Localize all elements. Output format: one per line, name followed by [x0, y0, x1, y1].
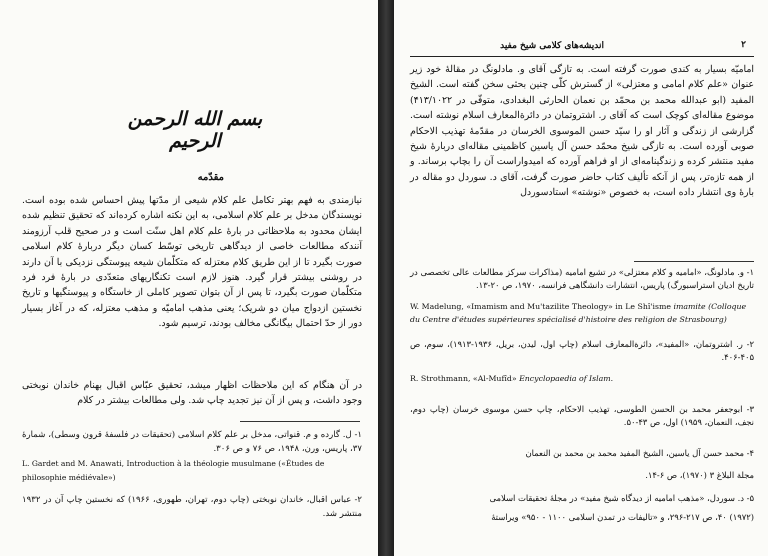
footnote-1: ۱- ل. گارده و م. قنواتی، مدخل بر علم کلام اسلامی (تحقیقات در فلسفهٔ قرون وسطی)، شمارهٔ ۳۷، پاریس، ورن، ۱۹۴۸، ص ۷۶ و ص ۳۰۶. — [22, 430, 362, 454]
intro-paragraph-1: نیازمندی به فهم بهتر تکامل علم کلام شیعی از مدّتها پیش احساس شده بوده است. نویسندگان مدخل بر علم کلام اسلامی، به این نکته اشاره کرده‌اند که تحقیق تنظیم شده ایشان محدود به ملاحظاتی در بارهٔ علم کلام اهل سنّت است و در صحیح قلب آرزومند آنندکه مطالعات خاصی از دیدگاهی تاریخی توسّط کسان دیگر دربارهٔ کلام اسلامی صورت بگیرد تا از این طریق کلام معتزله که متکلّمان شیعه پیوستگی نزدیکی با آن دارند در روشنی بیشتر قرار گیرد. هنوز لازم است تکنگاریهای متعدّدی در بارهٔ فرد فرد متکلّمان صورت بگیرد، تا پس از آن بتوان تصویر کاملی از خاستگاه و پیوستگیها و تاریخ نخستین ازدواج میان دو شریک؛ یعنی مذهب امامیّه و مذهب معتزله، که در آغاز بسیار دور از حدّ احتمال بیگانگی مخالف بودند، ترسیم شود. — [22, 195, 362, 330]
footnote-rule — [634, 261, 754, 262]
page-number: ۲ — [741, 40, 746, 50]
footnote-5: ۵- د. سوردل، «مذهب امامیه از دیدگاه شیخ مفید» در مجلهٔ تحقیقات اسلامی — [489, 493, 754, 503]
footnote-1-latin-title: imamite (Colloque du Centre d'études supérieures spécialisé d'histoire des religion de Strasbourg) — [410, 302, 747, 324]
footnote-1-latin-author: W. Madelung, «Imamism and Mu'tazilite Theology» in Le Shî'isme — [410, 302, 671, 311]
main-paragraph: امامیّه بسیار به کندی صورت گرفته است. به تازگی آقای و. مادلونگ در مقالهٔ خود زیر عنوان «علم کلام امامی و معتزلی» از گسترش کلّی چنین بحثی سخن گفته است. الشیخ المفید (ابو عبدالله محمد بن محمّد بن نعمان الحارثی البغدادی، متوفّی در ۴۱۳/۱۰۲۲) موضوع مقاله‌ای کوچک است که آقای ر. اشتروتمان در دائرةالمعارف اسلام نوشته است. گزارشی از زندگی و آثار او را سیّد حسن الموسوی الخرسان در مقدّمهٔ تهذیب الاحکام صوبی آورده است. به تازگی شیخ محمّد حسن آل یاسین کاظمینی مقاله‌ای دربارهٔ شیخ مفید منتشر کرده و زندگینامه‌ای از او فراهم آورده که امیدواراست آن را بچاپ برساند. و از همه تازه‌تر، پس از آنکه تألیف کتاب حاضر صورت گرفت، آقای د. سوردل دو مقاله در بارهٔ وی انتشار داده است، به خصوص «نوشته» استادسوردل — [410, 64, 754, 199]
left-page — [0, 0, 378, 556]
footnote-4: ۴- محمد حسن آل یاسین، الشیخ المفید محمد بن محمد بن النعمان — [525, 448, 754, 458]
intro-paragraph-2: در آن هنگام که این ملاحظات اظهار میشد، تحقیق عبّاس اقبال بهنام خاندان نوبختی وجود داشت، و پس از آن نیز تجدید چاپ شد. ولی مطالعات بیشتر در کلام — [22, 380, 362, 407]
footnote-1-latin: L. Gardet and M. Anawati, Introduction à la théologie musulmane («Études de philosophie médiévale») — [22, 459, 325, 482]
bismillah-calligraphy: بسم الله الرحمن الرحيم — [127, 108, 263, 152]
footnote-rule — [240, 421, 360, 422]
book-gutter — [378, 0, 394, 556]
footnote-1: ۱- و. مادلونگ، «امامیه و کلام معتزلی» در تشیع امامیه (مذاکرات سرکز مطالعات عالی تخصصی در تاریخ ادیان استراسبورگ) پاریس، انتشارات دانشگاهی فرانسه، ۱۹۷۰، ص ۲۰-۱۳. — [410, 267, 754, 291]
intro-heading: مقدّمه — [197, 172, 224, 183]
footnote-5-cont: (۱۹۷۲) ۴۰، ص ۲۱۷-۲۹۶، و «تالیفات در تمدن اسلامی ۱۱۰۰ - ۹۵۰» ویراستهٔ — [491, 512, 754, 522]
footnote-3: ۳- ابوجعفر محمد بن الحسن الطوسی، تهذیب الاحکام، چاپ حسن موسوی خرسان (چاپ دوم، نجف، النعمان، ۱۹۵۹) اول، ص ۴۳-۵۰. — [410, 404, 754, 428]
footnote-2-latin — [410, 373, 754, 386]
running-head-title: اندیشه‌های کلامی شیخ مفید — [500, 41, 604, 51]
footnote-2-latin-author: R. Strothmann, «Al-Mufîd» — [410, 374, 517, 383]
running-head — [410, 40, 754, 57]
footnote-2: ۲- ر. اشتروتمان، «المفید»، دائرةالمعارف اسلام (چاپ اول، لیدن، بریل، ۱۹۳۶-۱۹۱۳)، سوم، ص ۴۰۵-۴۰۶. — [410, 339, 754, 363]
footnote-1-latin — [410, 301, 754, 326]
right-page — [394, 0, 768, 556]
footnote-2: ۲- عباس اقبال، خاندان نوبختی (چاپ دوم، تهران، طهوری، ۱۹۶۶) که نخستین چاپ آن در ۱۹۳۲ منتشر شد. — [22, 495, 362, 519]
footnote-4-cont: مجلة البلاغ ۳ (۱۹۷۰)، ص ۶-۱۴. — [645, 470, 754, 480]
footnote-2-latin-title: Encyclopaedia of Islam. — [519, 374, 614, 383]
